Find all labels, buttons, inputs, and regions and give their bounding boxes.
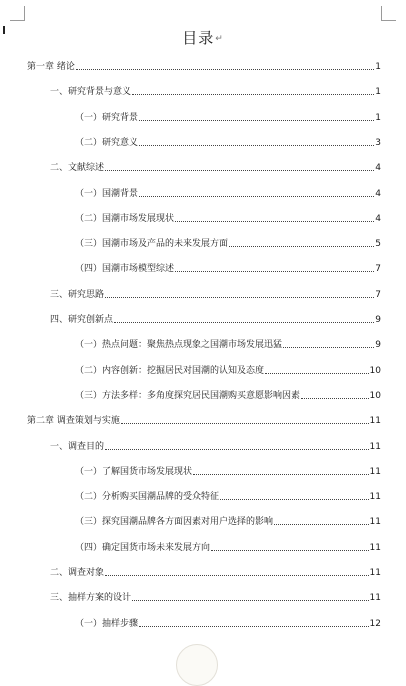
toc-page-number: 11 (369, 568, 381, 578)
toc-entry[interactable] (75, 466, 381, 478)
toc-entry-label: （四）国潮市场模型综述 (75, 264, 175, 275)
toc-dot-leader (105, 170, 374, 171)
toc-entry[interactable] (50, 86, 381, 98)
toc-entry[interactable] (75, 339, 381, 351)
toc-title-text: 目录 (182, 29, 215, 47)
toc-dot-leader (229, 246, 374, 247)
toc-entry-label: （三）探究国潮品牌各方面因素对用户选择的影响 (75, 517, 274, 528)
toc-page-number: 11 (369, 466, 381, 477)
toc-entry-label: 三、抽样方案的设计 (50, 593, 132, 604)
toc-page-number: 9 (375, 340, 381, 351)
toc-entry[interactable] (27, 415, 381, 427)
toc-entry-label: （一）研究背景 (75, 112, 139, 123)
toc-entry[interactable] (75, 542, 381, 554)
toc-dot-leader (139, 626, 369, 627)
toc-page-number: 10 (369, 365, 381, 376)
toc-entry-label: （一）热点问题：聚焦热点现象之国潮市场发展迅猛 (75, 340, 283, 351)
toc-entry[interactable] (50, 567, 381, 579)
toc-page-number: 1 (375, 112, 381, 123)
toc-entry[interactable] (75, 263, 381, 275)
toc-dot-leader (283, 347, 374, 348)
toc-entry-label: （一）了解国货市场发展现状 (75, 466, 193, 477)
toc-page-number: 11 (369, 542, 381, 553)
toc-entry[interactable] (75, 516, 381, 528)
toc-entry[interactable] (50, 162, 381, 174)
toc-dot-leader (265, 373, 369, 374)
toc-entry[interactable] (75, 365, 381, 377)
toc-entry[interactable] (50, 314, 381, 326)
toc-entry-label: （二）国潮市场发展现状 (75, 213, 175, 224)
toc-dot-leader (114, 322, 374, 323)
toc-dot-leader (139, 196, 374, 197)
toc-dot-leader (193, 474, 369, 475)
toc-dot-leader (105, 575, 369, 576)
toc-page-number: 11 (369, 593, 381, 604)
toc-title[interactable] (0, 27, 406, 48)
toc-page-number: 3 (375, 137, 381, 148)
crop-mark-top-left (10, 6, 25, 21)
toc-entry-label: 第一章 绪论 (27, 62, 75, 72)
toc-entry-label: （三）方法多样：多角度探究居民国潮购买意愿影响因素 (75, 390, 301, 401)
toc-entry[interactable] (75, 491, 381, 503)
toc-dot-leader (175, 221, 374, 222)
toc-dot-leader (132, 94, 374, 95)
toc-entry-label: 一、研究背景与意义 (50, 87, 132, 98)
toc-page-number: 5 (375, 239, 381, 250)
toc-page-number: 7 (375, 289, 381, 300)
toc-page-number: 7 (375, 264, 381, 275)
toc-page-number: 9 (375, 315, 381, 325)
toc-page-number: 4 (375, 188, 381, 199)
toc-page-number: 11 (369, 416, 381, 427)
toc-entry[interactable] (27, 61, 381, 73)
toc-page-number: 1 (375, 62, 381, 72)
toc-dot-leader (301, 398, 369, 399)
toc-dot-leader (132, 600, 369, 601)
toc-dot-leader (121, 423, 369, 424)
toc-entry-label: 二、文献综述 (50, 163, 105, 174)
toc-page-number: 11 (369, 441, 381, 452)
toc-entry[interactable] (75, 238, 381, 250)
toc-entry-label: 四、研究创新点 (50, 315, 114, 325)
toc-dot-leader (76, 69, 374, 70)
paragraph-mark-icon: ↵ (215, 33, 224, 44)
crop-mark-top-right (381, 6, 396, 21)
toc-entry-label: （二）研究意义 (75, 137, 139, 148)
toc-page-number: 12 (369, 618, 381, 629)
toc-entry-label: （四）确定国货市场未来发展方向 (75, 542, 211, 553)
toc-dot-leader (220, 499, 369, 500)
toc-page-number: 1 (375, 87, 381, 98)
toc-entry-label: 第二章 调查策划与实施 (27, 416, 120, 427)
toc-entry-label: （二）分析购买国潮品牌的受众特征 (75, 492, 220, 503)
toc-entry[interactable] (50, 592, 381, 604)
toc-page-number: 11 (369, 517, 381, 528)
toc-entry-label: （一）抽样步骤 (75, 618, 139, 629)
toc-entry[interactable] (75, 213, 381, 225)
toc-dot-leader (175, 271, 374, 272)
page-watermark-circle (176, 644, 218, 686)
toc-dot-leader (139, 145, 374, 146)
toc-entry[interactable] (75, 390, 381, 402)
toc-entry-label: （一）国潮背景 (75, 188, 139, 199)
toc-entry[interactable] (50, 441, 381, 453)
toc-entry-label: 一、调查目的 (50, 441, 105, 452)
toc-entry[interactable] (75, 112, 381, 124)
toc-page-number: 11 (369, 492, 381, 503)
toc-dot-leader (211, 550, 369, 551)
toc-dot-leader (274, 524, 369, 525)
toc-dot-leader (105, 297, 374, 298)
toc-entry-label: （三）国潮市场及产品的未来发展方面 (75, 239, 229, 250)
toc-entry[interactable] (75, 137, 381, 149)
toc-entry[interactable] (75, 188, 381, 200)
toc-dot-leader (105, 449, 369, 450)
toc-entry-label: （二）内容创新：挖掘居民对国潮的认知及态度 (75, 365, 265, 376)
toc-entry[interactable] (50, 289, 381, 301)
toc-page-number: 4 (375, 163, 381, 174)
toc-entry[interactable] (75, 618, 381, 630)
toc-dot-leader (139, 120, 374, 121)
toc-page-number: 10 (369, 390, 381, 401)
toc-entry-label: 二、调查对象 (50, 568, 105, 578)
toc-page-number: 4 (375, 213, 381, 224)
toc-entry-label: 三、研究思路 (50, 289, 105, 300)
